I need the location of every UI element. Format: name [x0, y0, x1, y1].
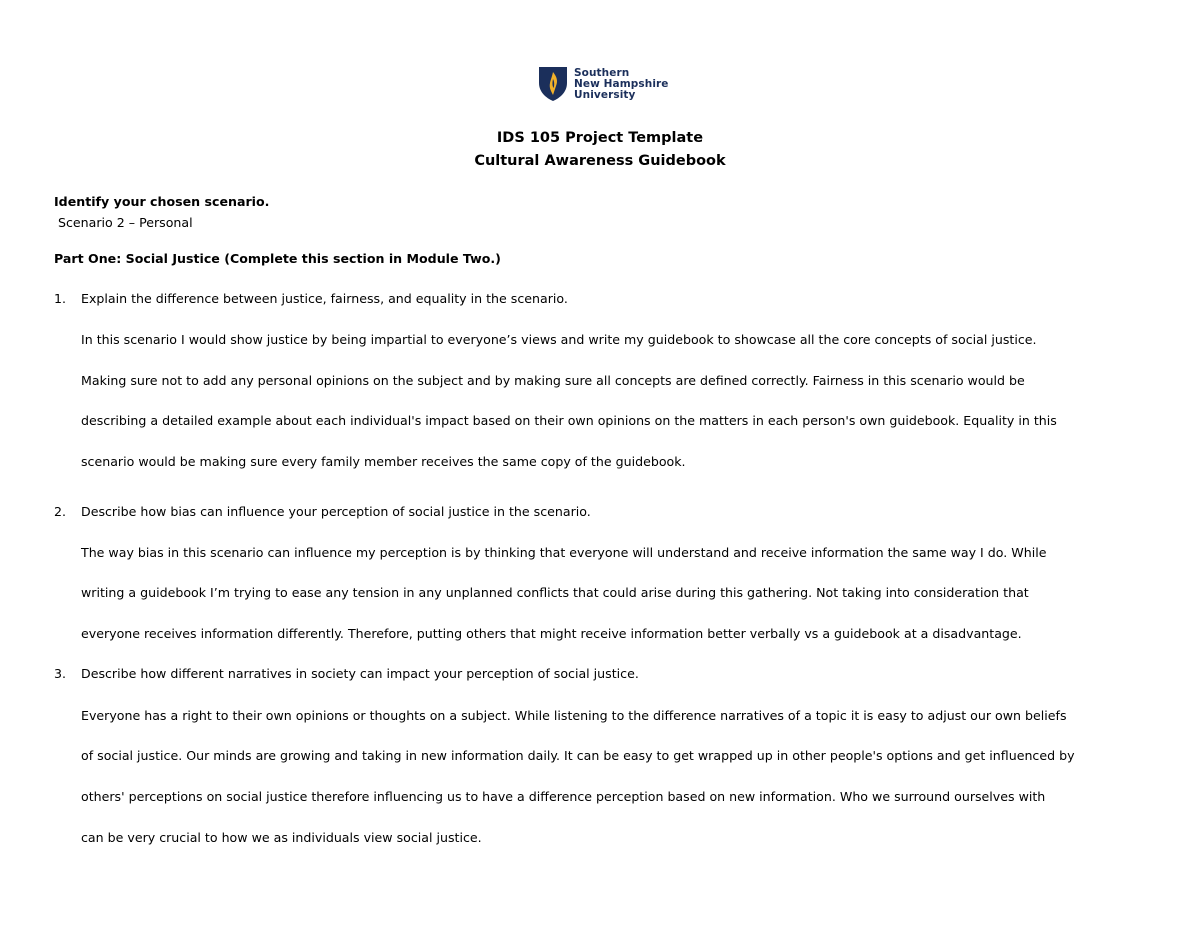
scenario-prompt: Identify your chosen scenario.: [54, 194, 270, 209]
answer-line: Everyone has a right to their own opinions or thoughts on a subject. While listening to the difference narratives of a topic it is easy to adjust our own beliefs: [81, 708, 1067, 723]
scenario-answer: Scenario 2 – Personal: [58, 215, 193, 230]
item-number: 1.: [54, 291, 67, 306]
title-line-2: Cultural Awareness Guidebook: [474, 153, 726, 169]
answer-line: Making sure not to add any personal opinions on the subject and by making sure all concepts are defined correctly. Fairness in this scenario would be: [81, 373, 1025, 388]
item-number: 2.: [54, 504, 67, 519]
document-title: [0, 127, 1200, 173]
answer-line: of social justice. Our minds are growing and taking in new information daily. It can be easy to get wrapped up in other people's options and get influenced by: [81, 748, 1075, 763]
shield-flame-icon: [538, 66, 568, 102]
logo-wordmark: [574, 68, 669, 101]
answer-line: writing a guidebook I’m trying to ease any tension in any unplanned conflicts that could arise during this gathering. Not taking into consideration that: [81, 585, 1029, 600]
answer-line: others' perceptions on social justice therefore influencing us to have a difference perception based on new information. Who we surround ourselves with: [81, 789, 1046, 804]
item-question: Describe how bias can influence your perception of social justice in the scenario.: [81, 504, 591, 519]
part-one-heading: Part One: Social Justice (Complete this section in Module Two.): [54, 251, 501, 266]
item-question: Describe how different narratives in society can impact your perception of social justice.: [81, 666, 639, 681]
answer-line: The way bias in this scenario can influence my perception is by thinking that everyone will understand and receive information the same way I do. While: [81, 545, 1047, 560]
logo-line-2: New Hampshire: [574, 77, 669, 90]
logo-line-1: Southern: [574, 66, 630, 79]
logo-line-3: University: [574, 88, 636, 101]
answer-line: describing a detailed example about each individual's impact based on their own opinions on the matters in each person's own guidebook. Equality in this: [81, 413, 1057, 428]
item-number: 3.: [54, 666, 67, 681]
item-question: Explain the difference between justice, fairness, and equality in the scenario.: [81, 291, 568, 306]
answer-line: everyone receives information differently. Therefore, putting others that might receive information better verbally vs a guidebook at a disadvantage.: [81, 626, 1022, 641]
title-line-1: IDS 105 Project Template: [496, 130, 704, 146]
answer-line: can be very crucial to how we as individuals view social justice.: [81, 830, 482, 845]
answer-line: scenario would be making sure every family member receives the same copy of the guidebook.: [81, 454, 686, 469]
university-logo: [538, 64, 669, 104]
answer-line: In this scenario I would show justice by being impartial to everyone’s views and write my guidebook to showcase all the core concepts of social justice.: [81, 332, 1037, 347]
